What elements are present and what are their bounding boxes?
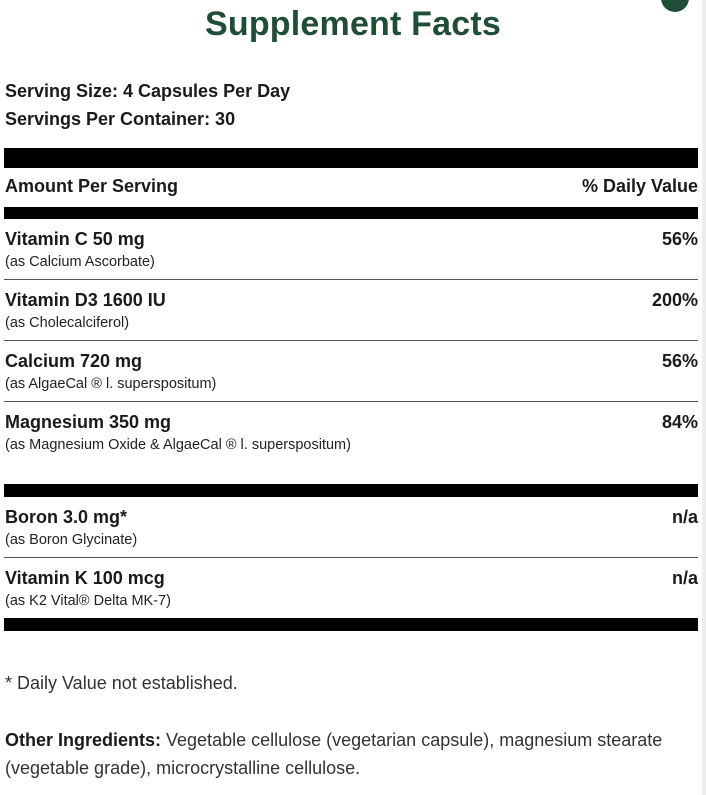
nutrient-row <box>5 350 698 394</box>
other-ingredients <box>5 726 665 782</box>
nutrient-name: Vitamin K 100 mcg <box>5 568 165 588</box>
nutrient-name: Magnesium 350 mg <box>5 412 172 432</box>
nutrient-daily-value: 84% <box>661 412 698 432</box>
nutrient-row <box>5 228 698 272</box>
servings-per-container: Servings Per Container: 30 <box>5 109 236 129</box>
nutrient-daily-value: 200% <box>651 290 698 310</box>
nutrient-source: (as Cholecalciferol) <box>5 315 130 331</box>
nutrient-name: Vitamin C 50 mg <box>5 229 145 249</box>
row-divider <box>4 279 698 280</box>
nutrient-daily-value: n/a <box>671 568 698 588</box>
page-title: Supplement Facts <box>204 5 502 43</box>
nutrient-source: (as AlgaeCal ® l. superspositum) <box>5 376 217 392</box>
nutrient-row <box>5 506 698 550</box>
header-divider-bar <box>4 207 698 219</box>
nutrient-name: Vitamin D3 1600 IU <box>5 290 166 310</box>
footnote: * Daily Value not established. <box>5 673 238 693</box>
nutrient-name: Calcium 720 mg <box>5 351 143 371</box>
section-divider-bar <box>4 484 698 497</box>
nutrient-source: (as Calcium Ascorbate) <box>5 254 155 270</box>
nutrient-source: (as K2 Vital® Delta MK-7) <box>5 593 171 609</box>
row-divider <box>4 340 698 341</box>
nutrient-source: (as Magnesium Oxide & AlgaeCal ® l. superspositum) <box>5 437 351 453</box>
top-thick-bar <box>4 148 698 168</box>
row-divider <box>4 401 698 402</box>
nutrient-source: (as Boron Glycinate) <box>5 532 138 548</box>
nutrient-row <box>5 411 698 455</box>
nutrient-daily-value: 56% <box>661 229 698 249</box>
amount-per-serving-header: Amount Per Serving <box>5 176 179 196</box>
serving-size: Serving Size: 4 Capsules Per Day <box>5 81 291 101</box>
row-divider <box>4 557 698 558</box>
nutrient-row <box>5 289 698 333</box>
nutrient-row <box>5 567 698 611</box>
table-header <box>5 176 698 197</box>
nutrient-daily-value: 56% <box>661 351 698 371</box>
daily-value-header: % Daily Value <box>581 176 698 196</box>
nutrient-name: Boron 3.0 mg* <box>5 507 128 527</box>
nutrient-daily-value: n/a <box>671 507 698 527</box>
other-ingredients-text: Vegetable cellulose (vegetarian capsule), magnesium stearate (vegetable grade), microcrystalline cellulose. <box>5 730 663 778</box>
bottom-divider-bar <box>4 618 698 631</box>
other-ingredients-label: Other Ingredients: <box>5 730 162 750</box>
page-scrollbar-edge <box>702 0 706 795</box>
